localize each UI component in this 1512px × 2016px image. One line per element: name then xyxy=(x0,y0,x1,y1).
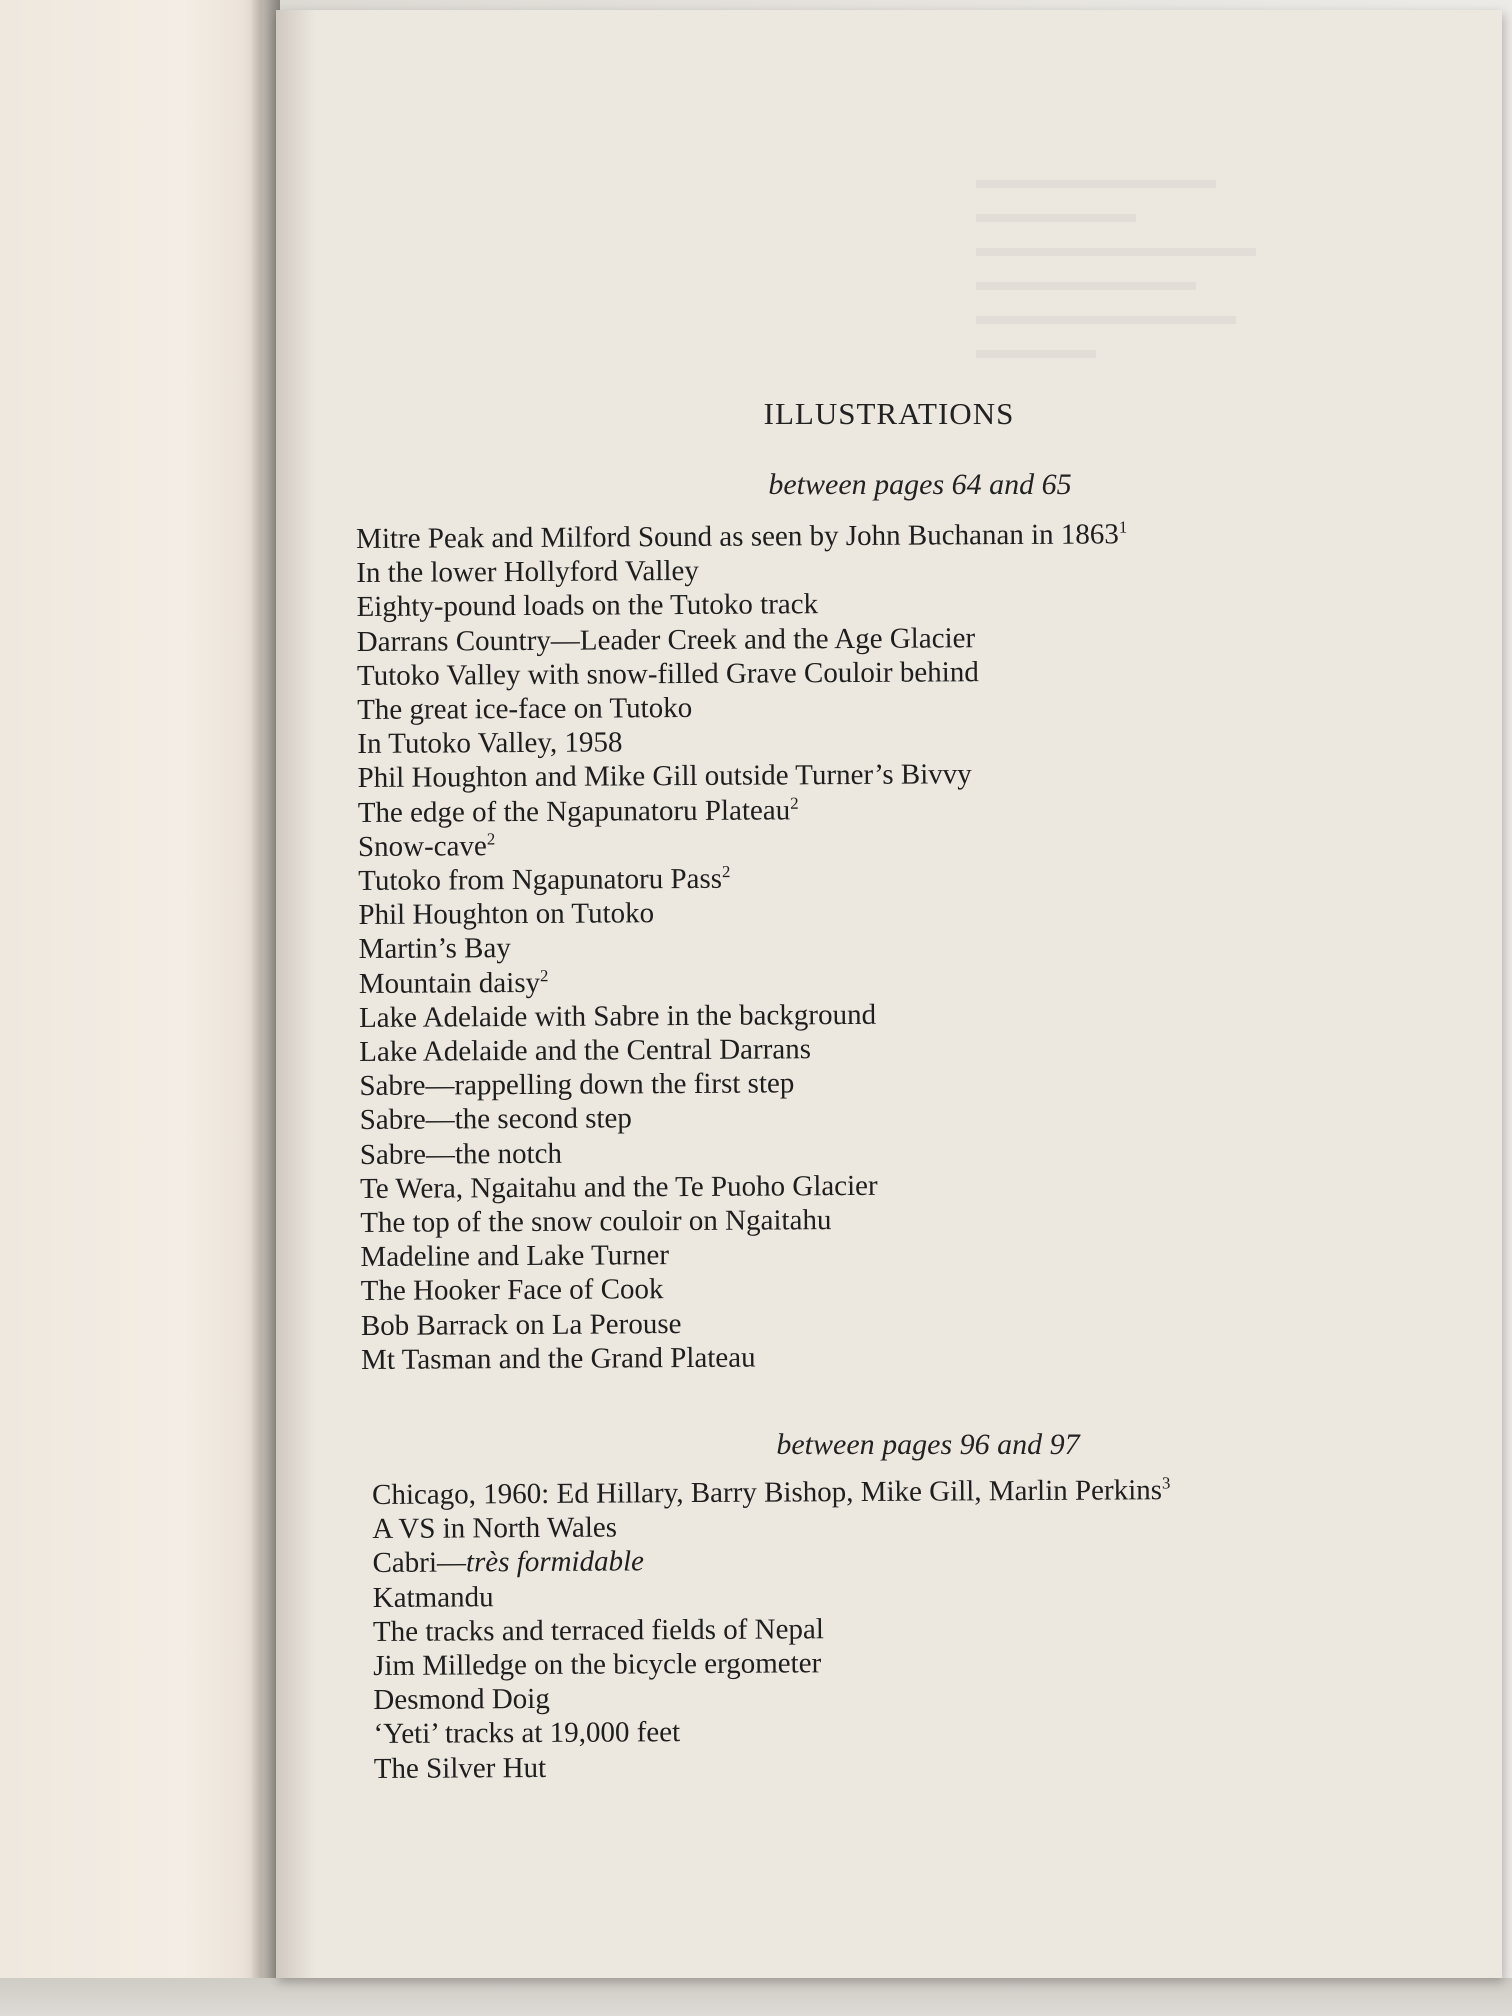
book-page xyxy=(276,10,1502,1978)
item-italic-text: très formidable xyxy=(465,1545,645,1579)
list-item xyxy=(372,1507,1171,1546)
footnote-marker: 3 xyxy=(1161,1473,1171,1493)
item-text: Sabre—rappelling down the first step xyxy=(359,1067,795,1103)
list-item xyxy=(374,1747,1173,1786)
item-text: The Silver Hut xyxy=(373,1751,547,1785)
list-item xyxy=(359,996,1130,1035)
item-text: A VS in North Wales xyxy=(372,1511,618,1546)
item-text: Mountain daisy xyxy=(358,966,541,1000)
item-text: Madeline and Lake Turner xyxy=(360,1239,670,1274)
list-item xyxy=(360,1167,1131,1206)
list-item xyxy=(361,1338,1132,1377)
item-text: Sabre—the second step xyxy=(359,1102,632,1137)
item-text: Bob Barrack on La Perouse xyxy=(360,1307,682,1342)
list-item xyxy=(356,551,1127,590)
item-text: In the lower Hollyford Valley xyxy=(356,555,699,590)
item-text: Darrans Country—Leader Creek and the Age Glacier xyxy=(356,621,976,658)
list-item xyxy=(359,1065,1130,1104)
item-text: The tracks and terraced fields of Nepal xyxy=(372,1613,824,1648)
list-item xyxy=(360,1099,1131,1138)
item-text: Mt Tasman and the Grand Plateau xyxy=(361,1341,756,1376)
list-item xyxy=(358,791,1129,830)
list-item xyxy=(360,1236,1131,1275)
item-text: Eighty-pound loads on the Tutoko track xyxy=(356,588,819,624)
list-item xyxy=(372,1473,1171,1512)
footnote-marker: 2 xyxy=(539,965,549,985)
item-text: Cabri— xyxy=(372,1546,467,1580)
item-text: Snow-cave xyxy=(357,830,487,863)
list-item xyxy=(358,859,1129,898)
page-title: ILLUSTRATIONS xyxy=(763,396,1015,431)
list-item xyxy=(360,1133,1131,1172)
list-item xyxy=(358,894,1129,933)
list-item xyxy=(357,688,1128,727)
list-item xyxy=(357,620,1128,659)
page-gutter-shade xyxy=(276,10,316,1978)
item-text: In Tutoko Valley, 1958 xyxy=(357,726,623,761)
item-text: Phil Houghton and Mike Gill outside Turner’s Bivvy xyxy=(357,758,972,795)
item-text: The edge of the Ngapunatoru Plateau xyxy=(357,793,791,829)
list-item xyxy=(360,1201,1131,1240)
item-text: Mitre Peak and Milford Sound as seen by John Buchanan in 1863 xyxy=(356,518,1119,555)
item-text: The great ice-face on Tutoko xyxy=(357,691,693,727)
item-text: Chicago, 1960: Ed Hillary, Barry Bishop, Mike Gill, Marlin Perkins xyxy=(372,1474,1163,1511)
item-text: ‘Yeti’ tracks at 19,000 feet xyxy=(373,1716,681,1751)
list-item xyxy=(373,1713,1172,1752)
item-text: Phil Houghton on Tutoko xyxy=(358,897,655,932)
item-text: The top of the snow couloir on Ngaitahu xyxy=(360,1204,832,1240)
list-item xyxy=(357,654,1128,693)
item-text: Sabre—the notch xyxy=(359,1137,563,1171)
item-text: Lake Adelaide with Sabre in the background xyxy=(358,998,877,1034)
list-item xyxy=(358,825,1129,864)
list-item xyxy=(361,1270,1132,1309)
footnote-marker: 2 xyxy=(790,793,799,813)
list-item xyxy=(359,962,1130,1001)
list-item xyxy=(361,1304,1132,1343)
item-text: Tutoko Valley with snow-filled Grave Couloir behind xyxy=(356,656,979,692)
list-item xyxy=(373,1610,1172,1649)
section-title-2: between pages 96 and 97 xyxy=(776,1428,1080,1461)
illustration-list-2 xyxy=(372,1473,1172,1786)
list-item xyxy=(373,1678,1172,1717)
item-text: Tutoko from Ngapunatoru Pass xyxy=(358,862,723,898)
illustration-list-1 xyxy=(356,517,1132,1377)
list-item xyxy=(373,1644,1172,1683)
section-title-1: between pages 64 and 65 xyxy=(768,468,1072,501)
footnote-marker: 2 xyxy=(486,829,496,849)
left-page xyxy=(0,0,262,1990)
list-item xyxy=(357,723,1128,762)
item-text: Jim Milledge on the bicycle ergometer xyxy=(373,1647,822,1683)
table-surface xyxy=(0,1978,1512,2016)
list-item xyxy=(356,586,1127,625)
list-item xyxy=(373,1576,1172,1615)
item-text: Te Wera, Ngaitahu and the Te Puoho Glacier xyxy=(359,1169,878,1205)
list-item xyxy=(356,517,1127,556)
list-item xyxy=(359,1030,1130,1069)
list-item xyxy=(372,1542,1171,1581)
item-text: The Hooker Face of Cook xyxy=(360,1273,664,1308)
list-item xyxy=(357,757,1128,796)
item-text: Lake Adelaide and the Central Darrans xyxy=(359,1033,812,1069)
footnote-marker: 1 xyxy=(1118,517,1128,537)
footnote-marker: 2 xyxy=(721,862,731,882)
item-text: Desmond Doig xyxy=(373,1683,550,1717)
item-text: Katmandu xyxy=(372,1580,494,1614)
list-item xyxy=(359,928,1130,967)
item-text: Martin’s Bay xyxy=(358,932,511,966)
